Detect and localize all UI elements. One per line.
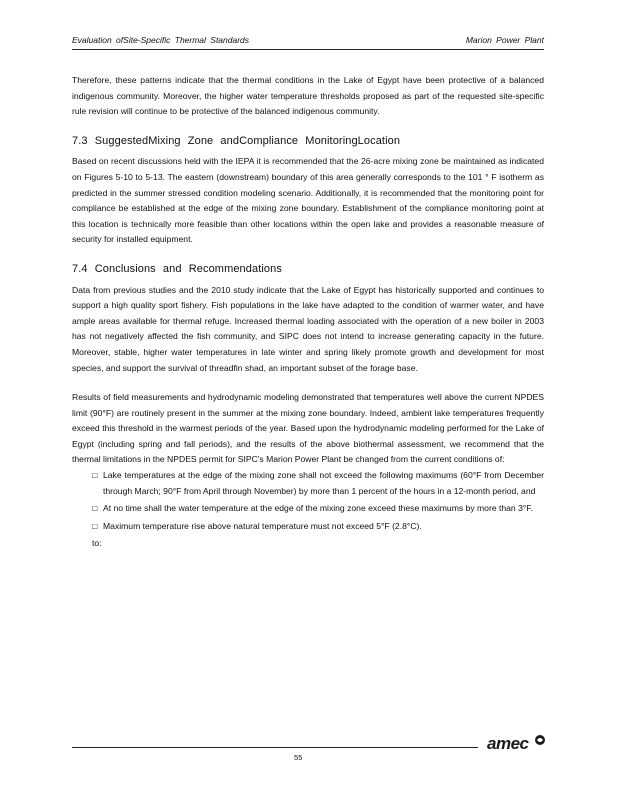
section-heading-7-3: 7.3 SuggestedMixing Zone andCompliance MonitoringLocation xyxy=(72,134,401,147)
list-item-text: Lake temperatures at the edge of the mixing zone shall not exceed the following maximums (60°F from December through March; 90°F from April through November) by more than 1 percent of the hours in a 12-month period, and xyxy=(103,470,544,496)
document-body xyxy=(72,73,544,552)
paragraph-fishery-data: Data from previous studies and the 2010 study indicate that the Lake of Egypt has historically supported and continues to support a high quality sport fishery. Fish populations in the lake have adapted to the condition of warmer water, and have ample areas available for thermal refuge. Increased thermal loading associated with the operation of a new boiler in 2003 has not negatively affected the fish community, and SIPC does not intend to increase generating capacity in the future. Moreover, stable, higher water temperatures in late winter and spring likely promote growth and development for most species, and support the survival of threadfin shad, an important subset of the forage base. xyxy=(72,284,544,373)
footer-divider xyxy=(72,747,478,748)
list-item xyxy=(72,468,544,499)
checkbox-glyph-icon: □ xyxy=(92,503,98,514)
paragraph-protective-conclusion: Therefore, these patterns indicate that the thermal conditions in the Lake of Egypt have been protective of a balanced indigenous community. Moreover, the higher water temperature thresholds proposed as part of the requested site-specific rule revision will continue to be protective of the balanced indigenous community. xyxy=(72,75,544,117)
list-item-text: At no time shall the water temperature at the edge of the mixing zone exceed these maximums by more than 3°F. xyxy=(103,503,534,514)
checkbox-glyph-icon: □ xyxy=(92,520,98,531)
list-item xyxy=(72,519,544,535)
recommendation-list xyxy=(72,468,544,534)
logo-swirl-icon xyxy=(534,734,546,746)
page-header xyxy=(72,35,544,50)
page-number: 55 xyxy=(294,753,303,762)
section-heading-7-4: 7.4 Conclusions and Recommendations xyxy=(72,262,282,275)
company-logo: amec xyxy=(487,734,529,753)
paragraph-mixing-zone: Based on recent discussions held with the IEPA it is recommended that the 26-acre mixing zone be maintained as indicated on Figures 5-10 to 5-13. The eastern (downstream) boundary of this area generally corresponds to the 101 ° F isotherm as predicted in the summer stressed condition modeling scenario. Additionally, it is recommended that the monitoring point for compliance be established at the edge of the mixing zone boundary. Establishment of the compliance monitoring point at this location is technically more feasible than other locations within the open lake and provides a reasonable measure of security for installed equipment. xyxy=(72,156,544,245)
header-plant-name: Marion Power Plant xyxy=(465,35,544,45)
list-item-text: Maximum temperature rise above natural temperature must not exceed 5°F (2.8°C). xyxy=(103,520,422,531)
checkbox-glyph-icon: □ xyxy=(92,470,98,481)
paragraph-field-results: Results of field measurements and hydrodynamic modeling demonstrated that temperatures well above the current NPDES limit (90°F) are routinely present in the summer at the mixing zone boundary. Indeed, ambient lake temperatures frequently exceed this threshold in the warmest periods of the year. Based upon the hydrodynamic modeling performed for the Lake of Egypt (including spring and fall periods), and the results of the above biothermal assessment, we recommend that the thermal limitations in the NPDES permit for SIPC's Marion Power Plant be changed from the current conditions of: xyxy=(72,392,544,465)
trailing-text: to: xyxy=(92,538,102,549)
header-document-title: Evaluation ofSite-Specific Thermal Standards xyxy=(72,35,250,45)
list-item xyxy=(72,501,544,517)
